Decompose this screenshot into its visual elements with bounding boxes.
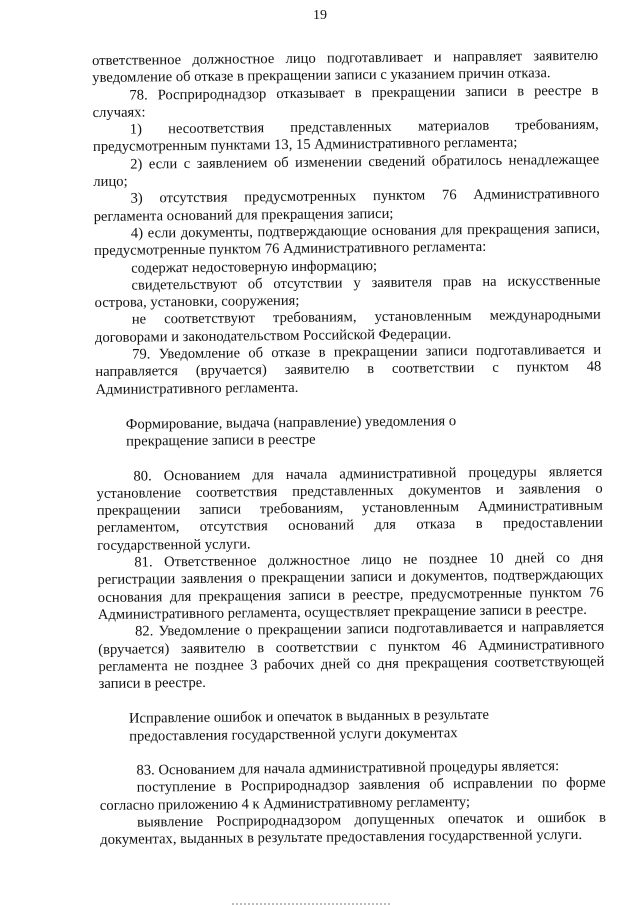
section-heading-notification: [96, 412, 602, 452]
paragraph: не соответствуют требованиям, установленным международными договорами и законодательством Российской Федерации.: [94, 307, 601, 346]
paragraph: 82. Уведомление о прекращении записи подготавливается и направляется (вручается) заявителю в соответствии с пунктом 46 Административного регламента не позднее 3 рабочих дней со дня прекращения соответствующей записи в реестре.: [98, 618, 605, 693]
page-number: 19: [313, 8, 327, 23]
section-heading-corrections: [99, 706, 605, 746]
paragraph: 78. Росприроднадзор отказывает в прекращении записи в реестре в случаях:: [92, 82, 599, 121]
paragraph: 1) несоответствия представленных материалов требованиям, предусмотренным пунктами 13, 15 Административного регламента;: [92, 116, 599, 156]
paragraph: 2) если с заявлением об изменении сведений обратилось ненадлежащее лицо;: [93, 151, 600, 191]
heading-line: Исправление ошибок и опечаток в выданных в результате: [128, 707, 490, 728]
paragraph: 79. Уведомление об отказе в прекращении записи подготавливается и направляется (вручается) заявителю в соответствии с пунктом 48 Административного регламента.: [95, 341, 602, 398]
document-body: [92, 48, 606, 850]
paragraph: поступление в Росприроднадзор заявления об исправлении по форме согласно приложению 4 к Административному регламенту;: [99, 774, 606, 814]
paragraph: 3) отсутствия предусмотренных пунктом 76 Административного регламента оснований для прекращения записи;: [93, 186, 600, 225]
paragraph: 4) если документы, подтверждающие основания для прекращения записи, предусмотренные пунктом 76 Административного регламента:: [93, 220, 600, 260]
paragraph: 81. Ответственное должностное лицо не позднее 10 дней со дня регистрации заявления о прекращении записи и документов, подтверждающих основания для прекращения записи в реестре, предусмотренные пунктом 76 Административного регламента, осуществляет прекращение записи в реестре.: [97, 549, 604, 623]
paragraph: свидетельствуют об отсутствии у заявителя прав на искусственные острова, установки, сооружения;: [94, 272, 601, 312]
section-refusal: [92, 48, 602, 399]
paragraph: 83. Основанием для начала административной процедуры является:: [136, 758, 560, 779]
paragraph: содержат недостоверную информацию;: [131, 257, 378, 277]
paragraph: ответственное должностное лицо подготавливает и направляет заявителю уведомление об отказе в прекращении записи с указанием причин отказа.: [92, 47, 599, 87]
section-corrections: [99, 758, 606, 850]
paragraph: 80. Основанием для начала административной процедуры является установление соответствия представленных документов и заявления о прекращении записи требованиям, установленным Административным регламентом, отсутствия оснований для отказа в предоставлении государственной услуги.: [96, 463, 604, 554]
heading-line: предоставления государственной услуги документах: [129, 724, 458, 745]
heading-line: Формирование, выдача (направление) уведомления о: [125, 413, 457, 433]
paragraph: выявление Росприроднадзором допущенных опечаток и ошибок в документах, выданных в результате предоставления государственной услуги.: [100, 809, 607, 849]
section-notification: [96, 463, 604, 693]
heading-line: прекращение записи в реестре: [125, 431, 316, 450]
